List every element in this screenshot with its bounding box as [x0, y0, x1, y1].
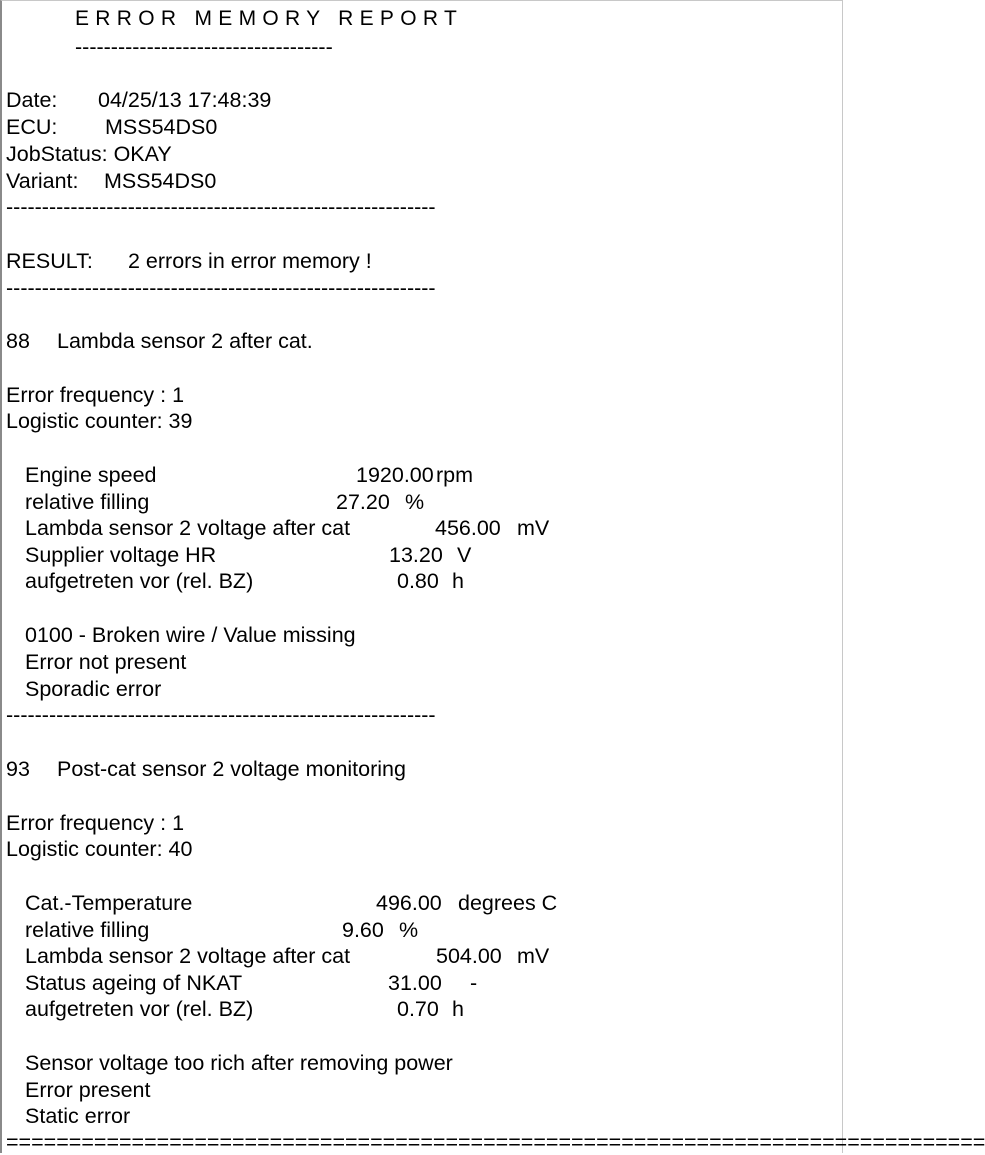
report-title: ERROR MEMORY REPORT: [75, 7, 464, 30]
status-line: Static error: [25, 1104, 131, 1128]
ecu-label: ECU:: [6, 115, 58, 139]
param-value: 0.80: [397, 569, 439, 593]
status-line: 0100 - Broken wire / Value missing: [25, 623, 356, 647]
param-unit: mV: [517, 944, 550, 968]
param-name: aufgetreten vor (rel. BZ): [25, 997, 254, 1021]
param-name: Cat.-Temperature: [25, 891, 193, 915]
param-value: 456.00: [435, 516, 501, 540]
param-value: 1920.00: [356, 463, 434, 487]
final-separator: ==============================================================================: [6, 1130, 985, 1154]
param-unit: %: [399, 918, 419, 942]
param-unit: h: [452, 569, 464, 593]
param-value: 504.00: [436, 944, 502, 968]
param-unit: rpm: [436, 463, 474, 487]
param-value: 9.60: [342, 918, 384, 942]
param-name: Status ageing of NKAT: [25, 971, 243, 995]
param-name: Lambda sensor 2 voltage after cat: [25, 516, 351, 540]
title-underline: ------------------------------------: [75, 35, 333, 59]
param-unit: %: [405, 490, 425, 514]
error-code: 88: [6, 329, 30, 353]
logistic-counter: Logistic counter: 40: [6, 837, 193, 861]
result-value: 2 errors in error memory !: [128, 249, 372, 273]
param-unit: degrees C: [458, 891, 558, 915]
variant-value: MSS54DS0: [104, 169, 217, 193]
error-code: 93: [6, 757, 30, 781]
variant-label: Variant:: [6, 169, 79, 193]
param-unit: V: [457, 543, 472, 567]
ecu-value: MSS54DS0: [105, 115, 218, 139]
error-title: Lambda sensor 2 after cat.: [57, 329, 313, 353]
separator: ------------------------------------------------------------: [6, 703, 436, 727]
param-unit: mV: [517, 516, 550, 540]
param-name: relative filling: [25, 918, 150, 942]
param-name: Engine speed: [25, 463, 157, 487]
param-name: aufgetreten vor (rel. BZ): [25, 569, 254, 593]
jobstatus-line: JobStatus: OKAY: [6, 142, 172, 166]
status-line: Sporadic error: [25, 677, 162, 701]
param-value: 0.70: [397, 997, 439, 1021]
param-value: 27.20: [336, 490, 390, 514]
separator: ------------------------------------------------------------: [6, 195, 436, 219]
result-label: RESULT:: [6, 249, 93, 273]
error-title: Post-cat sensor 2 voltage monitoring: [57, 757, 406, 781]
logistic-counter: Logistic counter: 39: [6, 409, 193, 433]
param-name: relative filling: [25, 490, 150, 514]
param-value: 13.20: [389, 543, 443, 567]
param-name: Lambda sensor 2 voltage after cat: [25, 944, 351, 968]
param-name: Supplier voltage HR: [25, 543, 217, 567]
status-line: Error present: [25, 1078, 151, 1102]
date-label: Date:: [6, 88, 58, 112]
error-frequency: Error frequency : 1: [6, 811, 185, 835]
param-unit: -: [470, 971, 478, 995]
param-unit: h: [452, 997, 464, 1021]
error-frequency: Error frequency : 1: [6, 383, 185, 407]
date-value: 04/25/13 17:48:39: [98, 88, 272, 112]
param-value: 31.00: [388, 971, 442, 995]
param-value: 496.00: [376, 891, 442, 915]
status-line: Error not present: [25, 650, 187, 674]
separator: ------------------------------------------------------------: [6, 276, 436, 300]
status-line: Sensor voltage too rich after removing power: [25, 1051, 453, 1075]
